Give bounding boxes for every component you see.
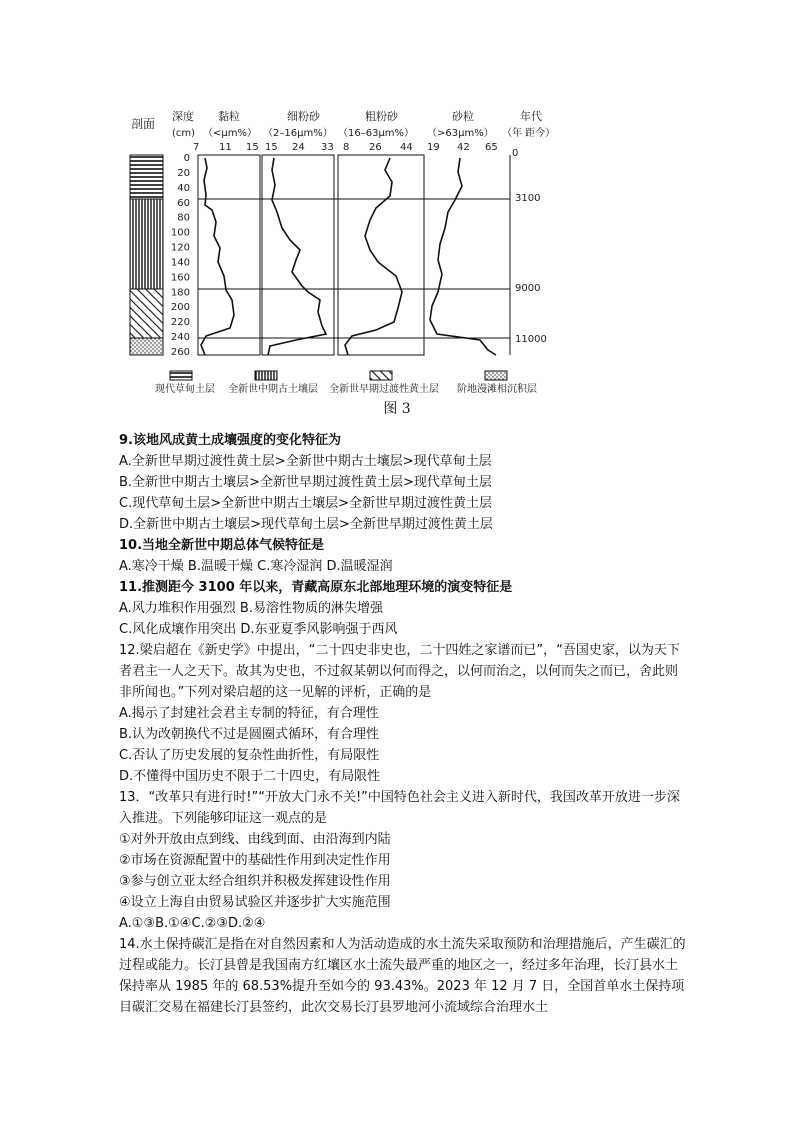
legend-label: 阶地漫滩相沉积层 (457, 384, 537, 395)
profile-column (130, 155, 163, 355)
header-age: 年代 (520, 110, 542, 123)
depth-tick-label: 240 (170, 332, 190, 344)
question-item: ④设立上海自由贸易试验区并逐步扩大实施范围 (119, 895, 391, 910)
age-label: 9000 (515, 283, 541, 294)
fine-silt-tick: 33 (321, 142, 334, 153)
depth-tick-label: 20 (177, 167, 190, 179)
coarse-silt-curve (345, 158, 402, 355)
question-item: ①对外开放由点到线、由线到面、由沿海到内陆 (119, 832, 391, 847)
question-stem: 10.当地全新世中期总体气候特征是 (119, 538, 325, 553)
age-label: 11000 (515, 334, 547, 345)
legend (155, 371, 537, 395)
layer-terrace-floodplain (130, 338, 163, 355)
question-stem: 9.该地风成黄土成壤强度的变化特征为 (119, 433, 341, 448)
legend-label: 全新世早期过渡性黄土层 (329, 384, 439, 395)
question-option: B.认为改朝换代不过是圆圈式循环，有合理性 (119, 727, 380, 742)
fine-silt-tick: 15 (265, 142, 278, 153)
header-depth-unit: (cm) (172, 128, 196, 139)
legend-swatch (170, 371, 192, 380)
question-option: C.风化成壤作用突出 D.东亚夏季风影响强于西风 (119, 622, 398, 637)
sand-curve (430, 158, 496, 355)
age-tick-top: 0 (512, 148, 519, 159)
sand-tick: 65 (485, 142, 498, 153)
header-sand-unit: （>63μm%） (427, 128, 494, 139)
layer-mid-holocene-paleosol (130, 199, 163, 289)
legend-swatch (485, 371, 507, 380)
clay-panel (198, 155, 260, 355)
age-label: 3100 (515, 193, 541, 204)
depth-tick-label: 100 (170, 227, 190, 239)
depth-tick-label: 220 (170, 317, 190, 329)
sand-tick: 19 (427, 142, 440, 153)
question-option: B.全新世中期古土壤层>全新世早期过渡性黄土层>现代草甸土层 (119, 475, 492, 490)
question-option: A.寒冷干燥 B.温暖干燥 C.寒冷湿润 D.温暖湿润 (119, 559, 393, 574)
header-fine-silt-unit: （2–16μm%） (263, 128, 333, 139)
header-age-unit: （年 距今） (502, 128, 556, 139)
depth-tick-label: 260 (170, 347, 190, 358)
header-sand: 砂粒 (452, 110, 474, 123)
question-stem: 12.梁启超在《新史学》中提出，“二十四史非史也，二十四姓之家谱而已”，“吾国史家，以为天下者君主一人之天下。故其为史也，不过叙某朝以何而得之，以何而治之，以何而失之而已，舍此则非所闻也。”下列对梁启超的这一见解的评析，正确的是 (119, 643, 680, 700)
layer-modern-meadow (130, 155, 163, 199)
coarse-silt-tick: 44 (400, 142, 413, 153)
depth-tick-label: 60 (177, 197, 190, 209)
clay-tick: 7 (193, 142, 200, 153)
coarse-silt-tick: 26 (369, 142, 382, 153)
soil-profile-figure (0, 0, 794, 400)
header-clay: 黏粒 (218, 110, 240, 123)
clay-tick: 11 (219, 142, 232, 153)
clay-tick: 15 (246, 142, 259, 153)
fine-silt-tick: 24 (292, 142, 305, 153)
question-option: C.否认了历史发展的复杂性曲折性，有局限性 (119, 748, 380, 763)
question-option: A.揭示了封建社会君主专制的特征，有合理性 (119, 706, 379, 721)
coarse-silt-tick: 8 (343, 142, 350, 153)
depth-tick-label: 0 (183, 153, 190, 164)
depth-tick-label: 180 (170, 287, 190, 299)
header-profile: 剖面 (131, 117, 156, 131)
question-9 (119, 430, 689, 1018)
question-option: C.现代草甸土层>全新世中期古土壤层>全新世早期过渡性黄土层 (119, 496, 492, 511)
depth-tick-label: 80 (177, 212, 190, 224)
depth-tick-label: 40 (177, 182, 190, 194)
question-item: ③参与创立亚太经合组织并积极发挥建设性作用 (119, 874, 391, 889)
depth-tick-label: 120 (170, 242, 190, 254)
header-coarse-silt: 粗粉砂 (365, 110, 398, 123)
depth-tick-label: 200 (170, 302, 190, 314)
fine-silt-curve (268, 158, 326, 355)
question-option: A.①③B.①④C.②③D.②④ (119, 916, 266, 931)
legend-swatch (255, 371, 277, 380)
legend-label: 全新世中期古土壤层 (228, 384, 318, 395)
figure-caption: 图 3 (383, 401, 411, 417)
depth-tick-label: 140 (170, 257, 190, 269)
question-stem: 13．“改革只有进行时!”“开放大门永不关!”中国特色社会主义进入新时代，我国改革开放进一步深入推进。下列能够印证这一观点的是 (119, 790, 680, 826)
question-option: A.风力堆积作用强烈 B.易溶性物质的淋失增强 (119, 601, 383, 616)
header-depth: 深度 (172, 110, 194, 123)
coarse-silt-panel (338, 155, 424, 355)
question-option: D.全新世中期古土壤层>现代草甸土层>全新世早期过渡性黄土层 (119, 517, 493, 532)
question-item: ②市场在资源配置中的基础性作用到决定性作用 (119, 853, 391, 868)
depth-tick-label: 160 (170, 272, 190, 284)
header-fine-silt: 细粉砂 (287, 110, 320, 123)
question-stem: 11.推测距今 3100 年以来，青藏高原东北部地理环境的演变特征是 (119, 580, 513, 595)
header-clay-unit: （<μm%） (203, 128, 257, 139)
header-coarse-silt-unit: （16–63μm%） (338, 128, 415, 139)
legend-label: 现代草甸土层 (155, 384, 215, 395)
sand-tick: 42 (457, 142, 470, 153)
legend-swatch (370, 371, 392, 380)
question-stem: 14.水土保持碳汇是指在对自然因素和人为活动造成的水土流失采取预防和治理措施后，产生碳汇的过程或能力。长汀县曾是我国南方红壤区水土流失最严重的地区之一，经过多年治理，长汀县水土保持率从 1985 年的 68.53%提升至如今的 93.43%。2023 年 12 月 7 日，全国首单水土保持项目碳汇交易在福建长汀县签约，此次交易长汀县罗地河小流域综合治理水土 (119, 937, 686, 1015)
layer-early-holocene-loess (130, 289, 163, 338)
question-option: D.不懂得中国历史不限于二十四史，有局限性 (119, 769, 381, 784)
clay-curve (201, 158, 234, 355)
question-option: A.全新世早期过渡性黄土层>全新世中期古土壤层>现代草甸土层 (119, 454, 492, 469)
